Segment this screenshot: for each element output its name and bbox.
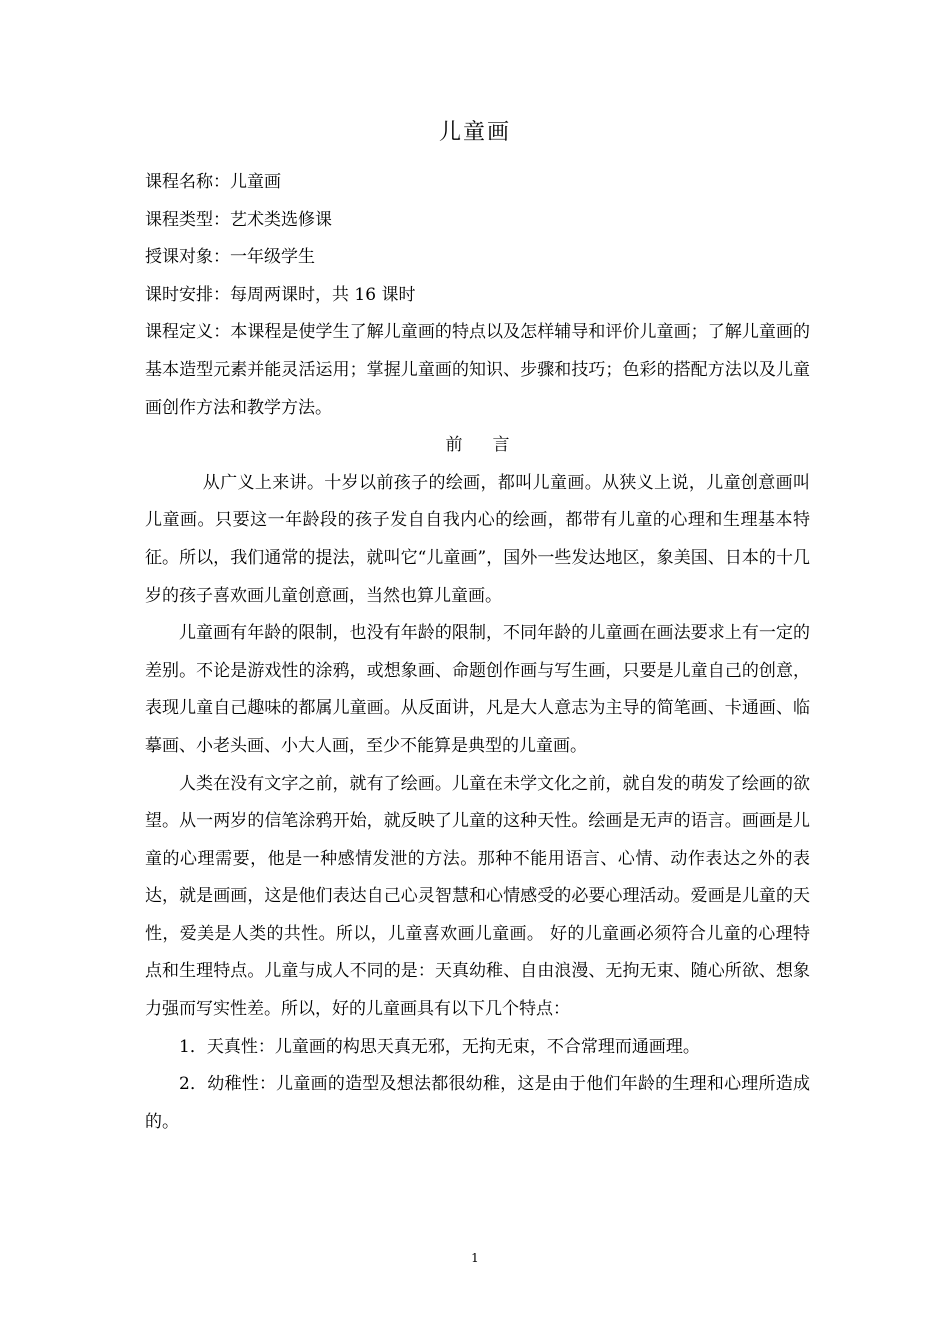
preface-heading-char: 言: [492, 435, 510, 456]
meta-label: 授课对象：: [145, 247, 230, 268]
paragraph-2: 儿童画有年龄的限制，也没有年龄的限制，不同年龄的儿童画在画法要求上有一定的差别。不论是游戏性的涂鸦，或想象画、命题创作画与写生画，只要是儿童自己的创意，表现儿童自己趣味的都属儿童画。从反面讲，凡是大人意志为主导的简笔画、卡通画、临摹画、小老头画、小大人画，至少不能算是典型的儿童画。: [145, 623, 810, 756]
document-body: [145, 164, 810, 1141]
page-number: 1: [471, 1251, 479, 1265]
paragraph-3: 人类在没有文字之前，就有了绘画。儿童在未学文化之前，就自发的萌发了绘画的欲望。从一两岁的信笔涂鸦开始，就反映了儿童的这种天性。绘画是无声的语言。画画是儿童的心理需要，他是一种感情发泄的方法。那种不能用语言、心情、动作表达之外的表达，就是画画，这是他们表达自己心灵智慧和心情感受的必要心理活动。爱画是儿童的天性，爱美是人类的共性。所以，儿童喜欢画儿童画。 好的儿童画必须符合儿童的心理特点和生理特点。儿童与成人不同的是：天真幼稚、自由浪漫、无拘无束、随心所欲、想象力强而写实性差。所以，好的儿童画具有以下几个特点：: [145, 773, 810, 1020]
feature-item: 2．幼稚性：儿童画的造型及想法都很幼稚，这是由于他们年龄的生理和心理所造成的。: [145, 1074, 810, 1132]
meta-value: 一年级学生: [230, 247, 315, 268]
course-definition: 课程定义：本课程是使学生了解儿童画的特点以及怎样辅导和评价儿童画；了解儿童画的基本造型元素并能灵活运用；掌握儿童画的知识、步骤和技巧；色彩的搭配方法以及儿童画创作方法和教学方法。: [145, 322, 810, 418]
preface-heading: [145, 427, 810, 465]
meta-course-type: [145, 202, 810, 240]
feature-item: 1．天真性：儿童画的构思天真无邪，无拘无束，不合常理而通画理。: [179, 1036, 700, 1057]
meta-course-name: [145, 164, 810, 202]
meta-value: 艺术类选修课: [230, 209, 332, 230]
meta-schedule: [145, 277, 810, 315]
meta-audience: [145, 239, 810, 277]
paragraph-1: 从广义上来讲。十岁以前孩子的绘画，都叫儿童画。从狭义上说，儿童创意画叫儿童画。只要这一年龄段的孩子发自自我内心的绘画，都带有儿童的心理和生理基本特征。所以，我们通常的提法，就叫它“儿童画”，国外一些发达地区，象美国、日本的十几岁的孩子喜欢画儿童创意画，当然也算儿童画。: [145, 472, 810, 606]
meta-label: 课程类型：: [145, 209, 230, 230]
meta-value: 每周两课时，共 16 课时: [230, 284, 416, 305]
meta-label: 课程名称：: [145, 172, 230, 192]
meta-value: 儿童画: [230, 172, 281, 192]
meta-label: 课时安排：: [145, 284, 230, 305]
preface-heading-char: 前: [445, 435, 463, 456]
document-title: 儿童画: [438, 120, 511, 145]
